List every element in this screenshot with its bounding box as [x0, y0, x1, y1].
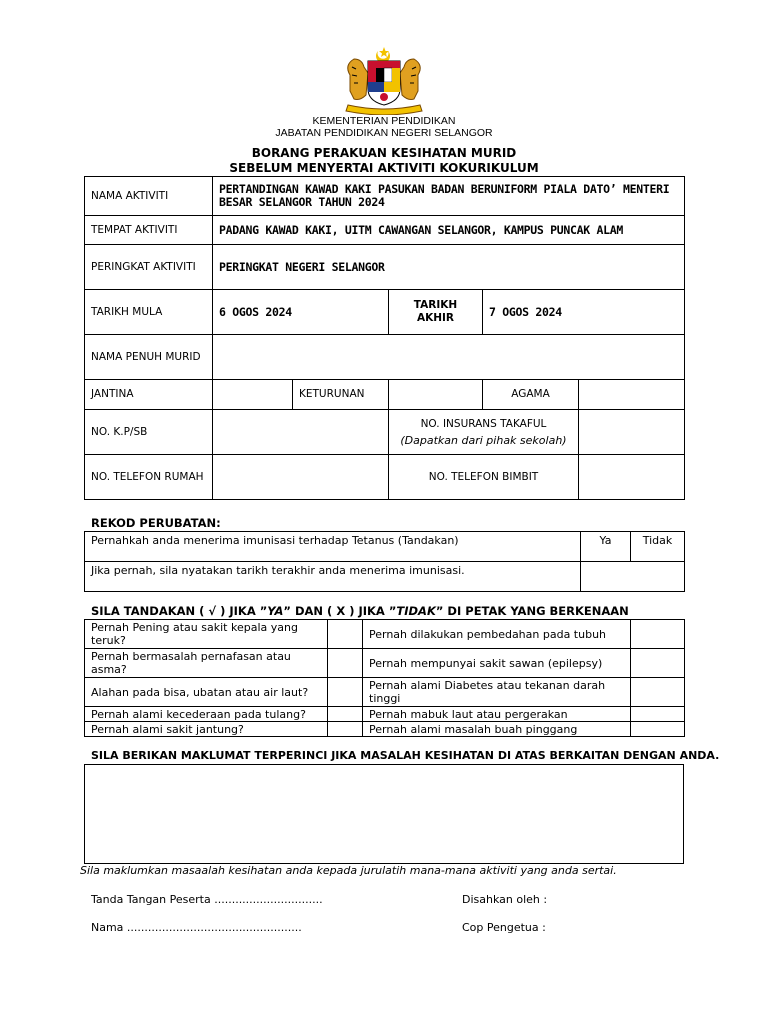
- checklist-left-label: Pernah bermasalah pernafasan atau asma?: [85, 649, 328, 678]
- keturunan-label: KETURUNAN: [293, 380, 389, 410]
- health-checklist-table: [84, 619, 685, 737]
- tel-rumah-field[interactable]: [213, 455, 389, 500]
- form-title-line-1: BORANG PERAKUAN KESIHATAN MURID: [251, 146, 517, 160]
- ya-option[interactable]: Ya: [581, 532, 631, 562]
- nama-penuh-field[interactable]: [213, 335, 685, 380]
- checklist-right-box[interactable]: [631, 649, 685, 678]
- checklist-heading-a: SILA TANDAKAN ( √ ) JIKA ”: [91, 604, 268, 618]
- checklist-left-label: Pernah alami sakit jantung?: [85, 722, 328, 737]
- checklist-row: [85, 649, 685, 678]
- checklist-right-label: Pernah dilakukan pembedahan pada tubuh: [363, 620, 631, 649]
- insurans-label: [389, 410, 579, 455]
- checklist-left-label: Alahan pada bisa, ubatan atau air laut?: [85, 678, 328, 707]
- checklist-row: [85, 678, 685, 707]
- keturunan-field[interactable]: [389, 380, 483, 410]
- peringkat-aktiviti-value: PERINGKAT NEGERI SELANGOR: [213, 245, 685, 290]
- tel-rumah-label: NO. TELEFON RUMAH: [85, 455, 213, 500]
- checklist-heading-ya: YA: [267, 604, 284, 618]
- checklist-heading-c: ” DI PETAK YANG BERKENAAN: [435, 604, 629, 618]
- jantina-label: JANTINA: [85, 380, 213, 410]
- checklist-heading-b: ” DAN ( X ) JIKA ”: [283, 604, 397, 618]
- tel-bimbit-label: NO. TELEFON BIMBIT: [389, 455, 579, 500]
- tarikh-imunisasi-question: Jika pernah, sila nyatakan tarikh terakhir anda menerima imunisasi.: [85, 562, 581, 592]
- tarikh-mula-value: 6 OGOS 2024: [213, 290, 389, 335]
- tempat-aktiviti-label: TEMPAT AKTIVITI: [85, 216, 213, 245]
- jantina-field[interactable]: [213, 380, 293, 410]
- tel-bimbit-field[interactable]: [579, 455, 685, 500]
- peringkat-aktiviti-label: PERINGKAT AKTIVITI: [85, 245, 213, 290]
- tempat-aktiviti-value: PADANG KAWAD KAKI, UITM CAWANGAN SELANGOR, KAMPUS PUNCAK ALAM: [213, 216, 685, 245]
- details-heading: SILA BERIKAN MAKLUMAT TERPERINCI JIKA MASALAH KESIHATAN DI ATAS BERKAITAN DENGAN ANDA.: [91, 749, 720, 762]
- checklist-row: [85, 620, 685, 649]
- checklist-right-box[interactable]: [631, 678, 685, 707]
- nama-aktiviti-label: NAMA AKTIVITI: [85, 177, 213, 216]
- insurans-label-text: NO. INSURANS TAKAFUL: [420, 417, 547, 430]
- checklist-heading-tidak: TIDAK: [396, 604, 436, 618]
- checklist-right-box[interactable]: [631, 707, 685, 722]
- agama-label: AGAMA: [483, 380, 579, 410]
- coat-of-arms-logo: [338, 45, 430, 115]
- checklist-right-label: Pernah alami masalah buah pinggang: [363, 722, 631, 737]
- kp-label: NO. K.P/SB: [85, 410, 213, 455]
- form-title-line-2: SEBELUM MENYERTAI AKTIVITI KOKURIKULUM: [229, 161, 539, 175]
- checklist-left-box[interactable]: [328, 722, 363, 737]
- tarikh-imunisasi-field[interactable]: [581, 562, 685, 592]
- details-note: Sila maklumkan masaalah kesihatan anda kepada jurulatih mana-mana aktiviti yang anda sertai.: [80, 864, 617, 877]
- checklist-row: [85, 707, 685, 722]
- agency-line-1: KEMENTERIAN PENDIDIKAN: [312, 115, 456, 127]
- tanda-tangan-line[interactable]: Tanda Tangan Peserta ...............................: [91, 893, 323, 906]
- checklist-left-label: Pernah alami kecederaan pada tulang?: [85, 707, 328, 722]
- checklist-heading: [91, 604, 629, 618]
- checklist-left-box[interactable]: [328, 620, 363, 649]
- checklist-left-box[interactable]: [328, 678, 363, 707]
- kp-field[interactable]: [213, 410, 389, 455]
- checklist-right-box[interactable]: [631, 722, 685, 737]
- insurans-field[interactable]: [579, 410, 685, 455]
- details-textarea[interactable]: [84, 764, 684, 864]
- tetanus-question: Pernahkah anda menerima imunisasi terhadap Tetanus (Tandakan): [85, 532, 581, 562]
- nama-aktiviti-value: PERTANDINGAN KAWAD KAKI PASUKAN BADAN BERUNIFORM PIALA DATO’ MENTERI BESAR SELANGOR TAHUN 2024: [213, 177, 685, 216]
- cop-pengetua-label: Cop Pengetua :: [462, 921, 546, 934]
- checklist-row: [85, 722, 685, 737]
- checklist-right-label: Pernah mabuk laut atau pergerakan: [363, 707, 631, 722]
- checklist-left-box[interactable]: [328, 649, 363, 678]
- insurans-note: (Dapatkan dari pihak sekolah): [400, 433, 567, 447]
- tarikh-akhir-value: 7 OGOS 2024: [483, 290, 685, 335]
- tarikh-mula-label: TARIKH MULA: [85, 290, 213, 335]
- rekod-perubatan-heading: REKOD PERUBATAN:: [91, 516, 221, 530]
- checklist-right-label: Pernah mempunyai sakit sawan (epilepsy): [363, 649, 631, 678]
- activity-info-table: [84, 176, 685, 500]
- nama-line[interactable]: Nama ..................................................: [91, 921, 302, 934]
- agama-field[interactable]: [579, 380, 685, 410]
- checklist-left-box[interactable]: [328, 707, 363, 722]
- nama-penuh-label: NAMA PENUH MURID: [85, 335, 213, 380]
- checklist-left-label: Pernah Pening atau sakit kepala yang teruk?: [85, 620, 328, 649]
- checklist-right-box[interactable]: [631, 620, 685, 649]
- medical-record-table: [84, 531, 685, 592]
- tidak-option[interactable]: Tidak: [631, 532, 685, 562]
- checklist-right-label: Pernah alami Diabetes atau tekanan darah tinggi: [363, 678, 631, 707]
- agency-line-2: JABATAN PENDIDIKAN NEGERI SELANGOR: [275, 127, 493, 139]
- tarikh-akhir-label: TARIKH AKHIR: [389, 290, 483, 335]
- disahkan-oleh-label: Disahkan oleh :: [462, 893, 548, 906]
